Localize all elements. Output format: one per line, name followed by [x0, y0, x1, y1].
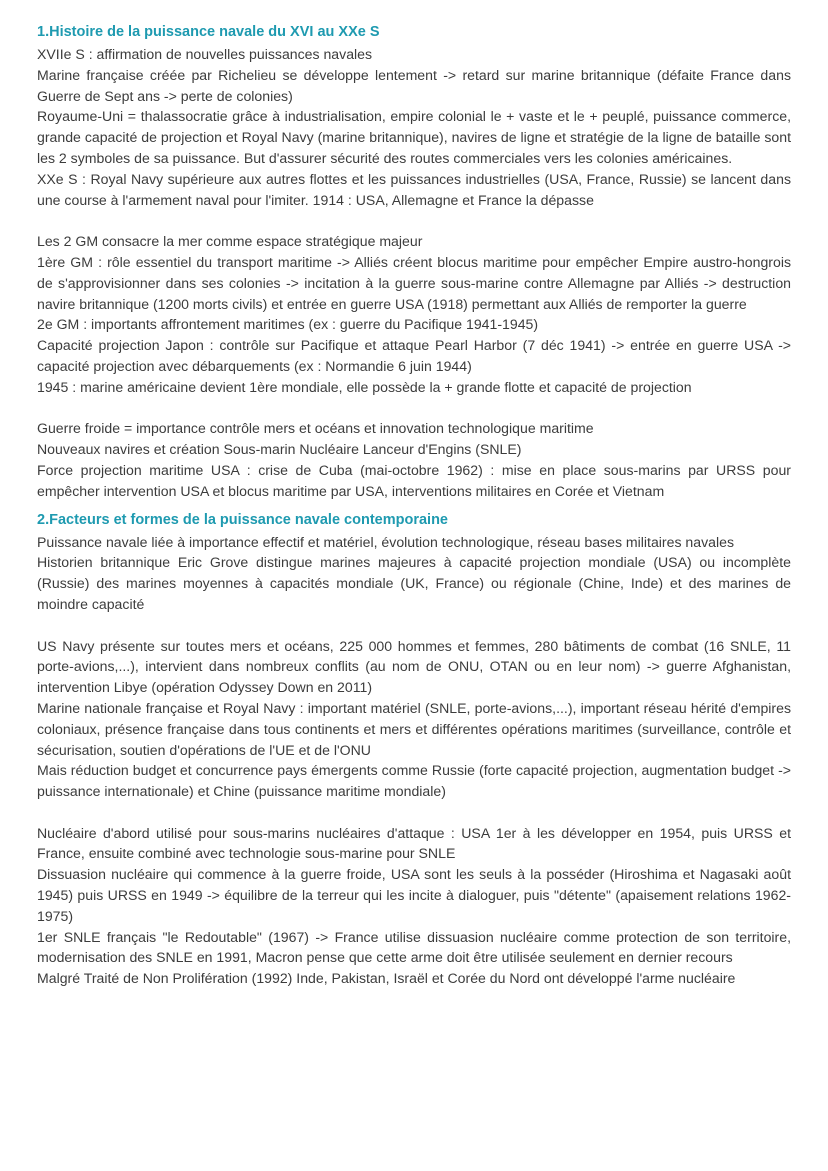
paragraph: Malgré Traité de Non Prolifération (1992) Inde, Pakistan, Israël et Corée du Nord ont développé l'arme nucléaire — [37, 970, 736, 987]
paragraph: Force projection maritime USA : crise de Cuba (mai-octobre 1962) : mise en place sous-marins par URSS pour empêcher intervention USA et blocus maritime par USA, interventions militaires en Corée et Vietnam — [37, 461, 791, 499]
paragraph: Guerre froide = importance contrôle mers et océans et innovation technologique maritime — [37, 420, 594, 437]
paragraph: Nouveaux navires et création Sous-marin Nucléaire Lanceur d'Engins (SNLE) — [37, 441, 522, 458]
paragraph-gap — [37, 210, 791, 231]
paragraph: Nucléaire d'abord utilisé pour sous-marins nucléaires d'attaque : USA 1er à les développer en 1954, puis URSS et France, ensuite combiné avec technologie sous-marine pour SNLE — [37, 824, 791, 862]
paragraph: XXe S : Royal Navy supérieure aux autres flottes et les puissances industrielles (USA, France, Russie) se lancent dans une course à l'armement naval pour l'imiter. 1914 : USA, Allemagne et France la dépasse — [37, 170, 791, 208]
paragraph: Mais réduction budget et concurrence pays émergents comme Russie (forte capacité projection, augmentation budget -> puissance internationale) et Chine (puissance maritime mondiale) — [37, 762, 791, 800]
paragraph: Historien britannique Eric Grove distingue marines majeures à capacité projection mondiale (USA) ou incomplète (Russie) des marines moyennes à capacités mondiale (UK, France) ou régionale (Chine, Inde) et des marines de moindre capacité — [37, 554, 791, 612]
paragraph-gap — [37, 615, 791, 636]
section-heading: 2.Facteurs et formes de la puissance navale contemporaine — [37, 511, 448, 528]
section-facteurs — [37, 510, 791, 990]
paragraph-gap — [37, 802, 791, 823]
section-histoire — [37, 22, 791, 502]
paragraph: 1945 : marine américaine devient 1ère mondiale, elle possède la + grande flotte et capacité de projection — [37, 378, 692, 395]
document-page — [37, 22, 791, 989]
paragraph: Marine française créée par Richelieu se développe lentement -> retard sur marine britannique (défaite France dans Guerre de Sept ans -> perte de colonies) — [37, 66, 791, 104]
paragraph: 2e GM : importants affrontement maritimes (ex : guerre du Pacifique 1941-1945) — [37, 316, 539, 333]
paragraph: XVIIe S : affirmation de nouvelles puissances navales — [37, 46, 373, 62]
paragraph: Marine nationale française et Royal Navy : important matériel (SNLE, porte-avions,...), important réseau hérité d'empires coloniaux, présence française dans tous continents et mers et différentes opérations maritimes (surveillance, contrôle et sécurisation, soutien d'opérations de l'UE et de l'ONU — [37, 699, 791, 758]
paragraph: Puissance navale liée à importance effectif et matériel, évolution technologique, réseau bases militaires navales — [37, 533, 734, 550]
paragraph: Capacité projection Japon : contrôle sur Pacifique et attaque Pearl Harbor (7 déc 1941) -> entrée en guerre USA -> capacité projection avec débarquements (ex : Normandie 6 juin 1944) — [37, 337, 791, 374]
paragraph: 1ère GM : rôle essentiel du transport maritime -> Alliés créent blocus maritime pour empêcher Empire austro-hongrois de s'approvisionner dans ses colonies -> incitation à la guerre sous-marine contre Allemagne par Alliés -> destruction navire britannique (1200 morts civils) et entrée en guerre USA (1918) permettant aux Alliés de remporter la guerre — [37, 253, 791, 312]
paragraph: 1er SNLE français "le Redoutable" (1967) -> France utilise dissuasion nucléaire comme protection de son territoire, modernisation des SNLE en 1991, Macron pense que cette arme doit être utilisée seulement en dernier recours — [37, 928, 791, 966]
paragraph: Dissuasion nucléaire qui commence à la guerre froide, USA sont les seuls à la posséder (Hiroshima et Nagasaki août 1945) puis URSS en 1949 -> équilibre de la terreur qui les incite à dialoguer, puis "détente" (apaisement relations 1962-1975) — [37, 866, 791, 924]
paragraph: Royaume-Uni = thalassocratie grâce à industrialisation, empire colonial le + vaste et le + peuplé, puissance commerce, grande capacité de projection et Royal Navy (marine britannique), navires de ligne et stratégie de la ligne de bataille sont les 2 symboles de sa puissance. But d'assurer sécurité des routes commerciales vers les colonies américaines. — [37, 108, 791, 166]
paragraph: Les 2 GM consacre la mer comme espace stratégique majeur — [37, 233, 423, 250]
paragraph-gap — [37, 398, 791, 419]
section-heading: 1.Histoire de la puissance navale du XVI au XXe S — [37, 24, 380, 40]
paragraph: US Navy présente sur toutes mers et océans, 225 000 hommes et femmes, 280 bâtiments de combat (16 SNLE, 11 porte-avions,...), intervient dans nombreux conflits (au nom de ONU, OTAN ou en leur nom) -> guerre Afghanistan, intervention Libye (opération Odyssey Down en 2011) — [37, 637, 791, 696]
